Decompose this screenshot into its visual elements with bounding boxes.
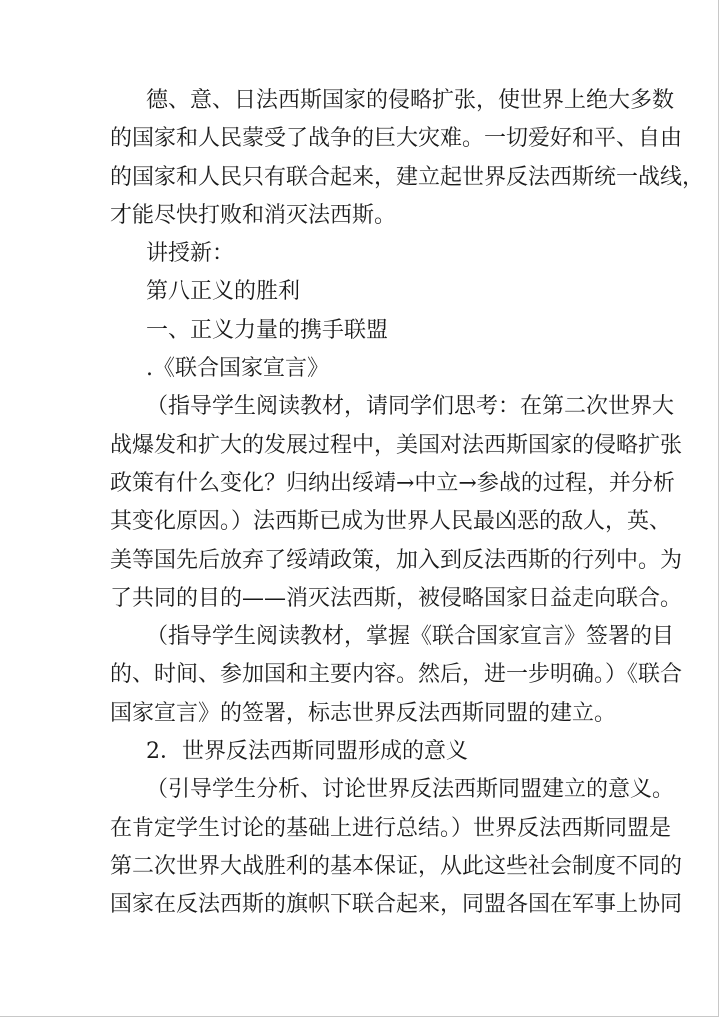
text-line: 在肯定学生讨论的基础上进行总结。）世界反法西斯同盟是 [110,815,672,841]
text-line: 才能尽快打败和消灭法西斯。 [110,202,397,228]
text-line: （指导学生阅读教材，请同学们思考：在第二次世界大 [146,394,675,420]
text-line: 讲授新： [146,241,235,267]
text-line: 德、意、日法西斯国家的侵略扩张，使世界上绝大多数 [146,88,675,113]
text-line: 其变化原因。）法西斯已成为世界人民最凶恶的敌人，英、 [110,509,672,535]
text-line: 国家宣言》的签署，标志世界反法西斯同盟的建立。 [110,700,617,726]
text-line: 政策有什么变化？归纳出绥靖→中立→参战的过程，并分析 [110,470,675,496]
text-line: 第八正义的胜利 [146,279,301,305]
text-line: 的、时间、参加国和主要内容。然后，进一步明确。）《联合 [110,662,683,688]
text-line: （指导学生阅读教材，掌握《联合国家宣言》签署的目 [146,624,675,650]
text-line: 国家在反法西斯的旗帜下联合起来，同盟各国在军事上协同 [110,892,683,918]
text-line: .《联合国家宣言》 [146,356,329,382]
document-body [110,82,705,925]
text-line: 一、正义力量的携手联盟 [146,317,389,343]
text-line: （引导学生分析、讨论世界反法西斯同盟建立的意义。 [146,777,675,803]
text-line: 的国家和人民蒙受了战争的巨大灾难。一切爱好和平、自由 [110,126,683,152]
text-line: 2．世界反法西斯同盟形成的意义 [146,739,468,765]
text-line: 战爆发和扩大的发展过程中，美国对法西斯国家的侵略扩张 [110,432,683,458]
text-line: 第二次世界大战胜利的基本保证，从此这些社会制度不同的 [110,853,683,879]
text-line: 了共同的目的——消灭法西斯，被侵略国家日益走向联合。 [110,585,683,611]
text-line: 美等国先后放弃了绥靖政策，加入到反法西斯的行列中。为 [110,547,683,573]
text-line: 的国家和人民只有联合起来，建立起世界反法西斯统一战线， [110,164,705,190]
